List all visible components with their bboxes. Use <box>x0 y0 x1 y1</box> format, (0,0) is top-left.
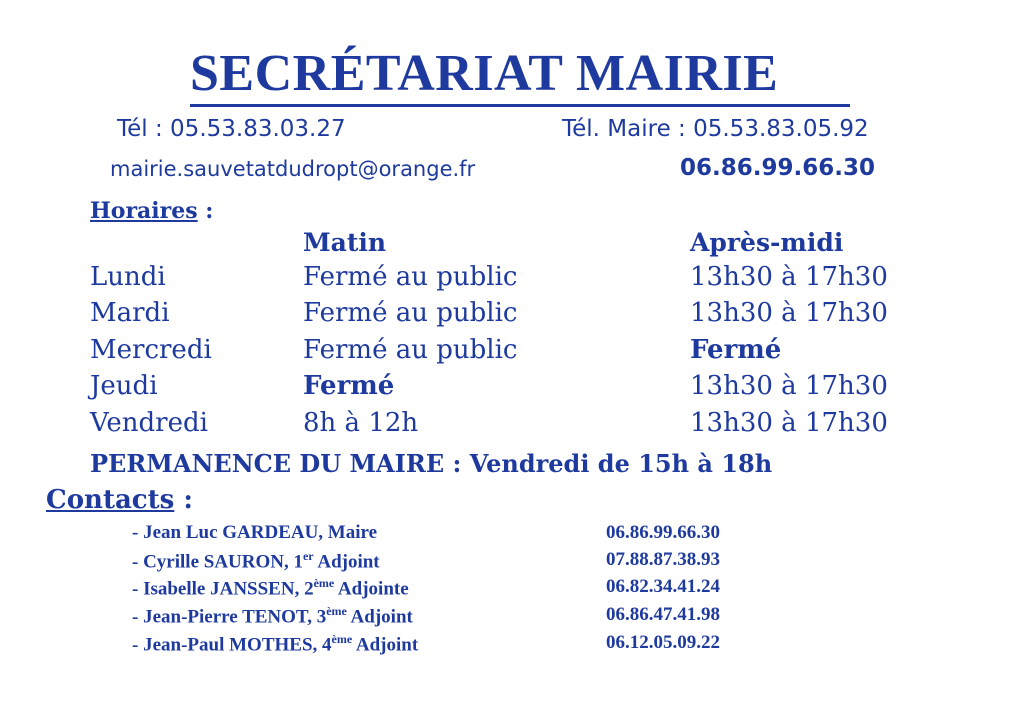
mayor-phone: Tél. Maire : 05.53.83.05.92 <box>562 116 869 142</box>
contact-ordinal: er <box>302 549 314 563</box>
horaires-heading <box>90 198 213 224</box>
contact-role: Adjoint <box>346 606 413 628</box>
schedule-matin: 8h à 12h <box>303 408 419 438</box>
schedule-matin: Fermé <box>303 371 395 401</box>
mayor-mobile: 06.86.99.66.30 <box>680 155 875 181</box>
contact-role: Adjoint <box>352 634 419 656</box>
contact-name <box>132 522 377 544</box>
contact-name <box>132 632 418 656</box>
email-address: mairie.sauvetatdudropt@orange.fr <box>110 157 476 181</box>
schedule-apres-midi: 13h30 à 17h30 <box>690 262 888 292</box>
contacts-colon: : <box>174 485 193 515</box>
contact-name <box>132 576 409 600</box>
column-header-matin: Matin <box>303 228 387 257</box>
contact-name-text: - Jean-Paul MOTHES, 4 <box>132 634 332 656</box>
secretariat-phone: Tél : 05.53.83.03.27 <box>117 116 346 142</box>
schedule-day: Mardi <box>90 298 170 328</box>
contact-name-text: - Cyrille SAURON, 1 <box>132 551 303 573</box>
contact-name-text: - Jean-Pierre TENOT, 3 <box>132 606 327 628</box>
schedule-day: Vendredi <box>90 408 208 438</box>
schedule-day: Lundi <box>90 262 166 292</box>
contact-ordinal: ème <box>313 576 335 590</box>
contact-phone: 07.88.87.38.93 <box>606 549 720 570</box>
title-underline <box>190 104 850 107</box>
horaires-label: Horaires <box>90 198 198 224</box>
column-header-apres-midi: Après-midi <box>690 228 844 257</box>
schedule-matin: Fermé au public <box>303 262 518 292</box>
schedule-apres-midi: Fermé <box>690 335 782 365</box>
page-title: SECRÉTARIAT MAIRIE <box>190 45 779 102</box>
contact-ordinal: ème <box>326 604 347 618</box>
contact-role: Adjointe <box>334 578 409 600</box>
schedule-matin: Fermé au public <box>303 298 518 328</box>
schedule-matin: Fermé au public <box>303 335 518 365</box>
schedule-apres-midi: 13h30 à 17h30 <box>690 298 888 328</box>
schedule-apres-midi: 13h30 à 17h30 <box>690 408 888 438</box>
contacts-label: Contacts <box>46 485 175 515</box>
schedule-day: Jeudi <box>90 371 158 401</box>
contact-name <box>132 604 413 628</box>
contact-phone: 06.82.34.41.24 <box>606 576 720 597</box>
contact-name-text: - Isabelle JANSSEN, 2 <box>132 578 314 600</box>
schedule-day: Mercredi <box>90 335 212 365</box>
contact-name-text: - Jean Luc GARDEAU, Maire <box>132 522 378 543</box>
contact-ordinal: ème <box>331 632 353 646</box>
contact-phone: 06.12.05.09.22 <box>606 632 720 653</box>
horaires-colon: : <box>197 198 214 224</box>
contacts-heading <box>46 485 193 515</box>
contact-phone: 06.86.99.66.30 <box>606 522 720 543</box>
contact-name <box>132 549 380 573</box>
permanence-line: PERMANENCE DU MAIRE : Vendredi de 15h à 18h <box>90 449 773 478</box>
contact-phone: 06.86.47.41.98 <box>606 604 720 625</box>
contact-role: Adjoint <box>313 551 380 573</box>
schedule-apres-midi: 13h30 à 17h30 <box>690 371 888 401</box>
